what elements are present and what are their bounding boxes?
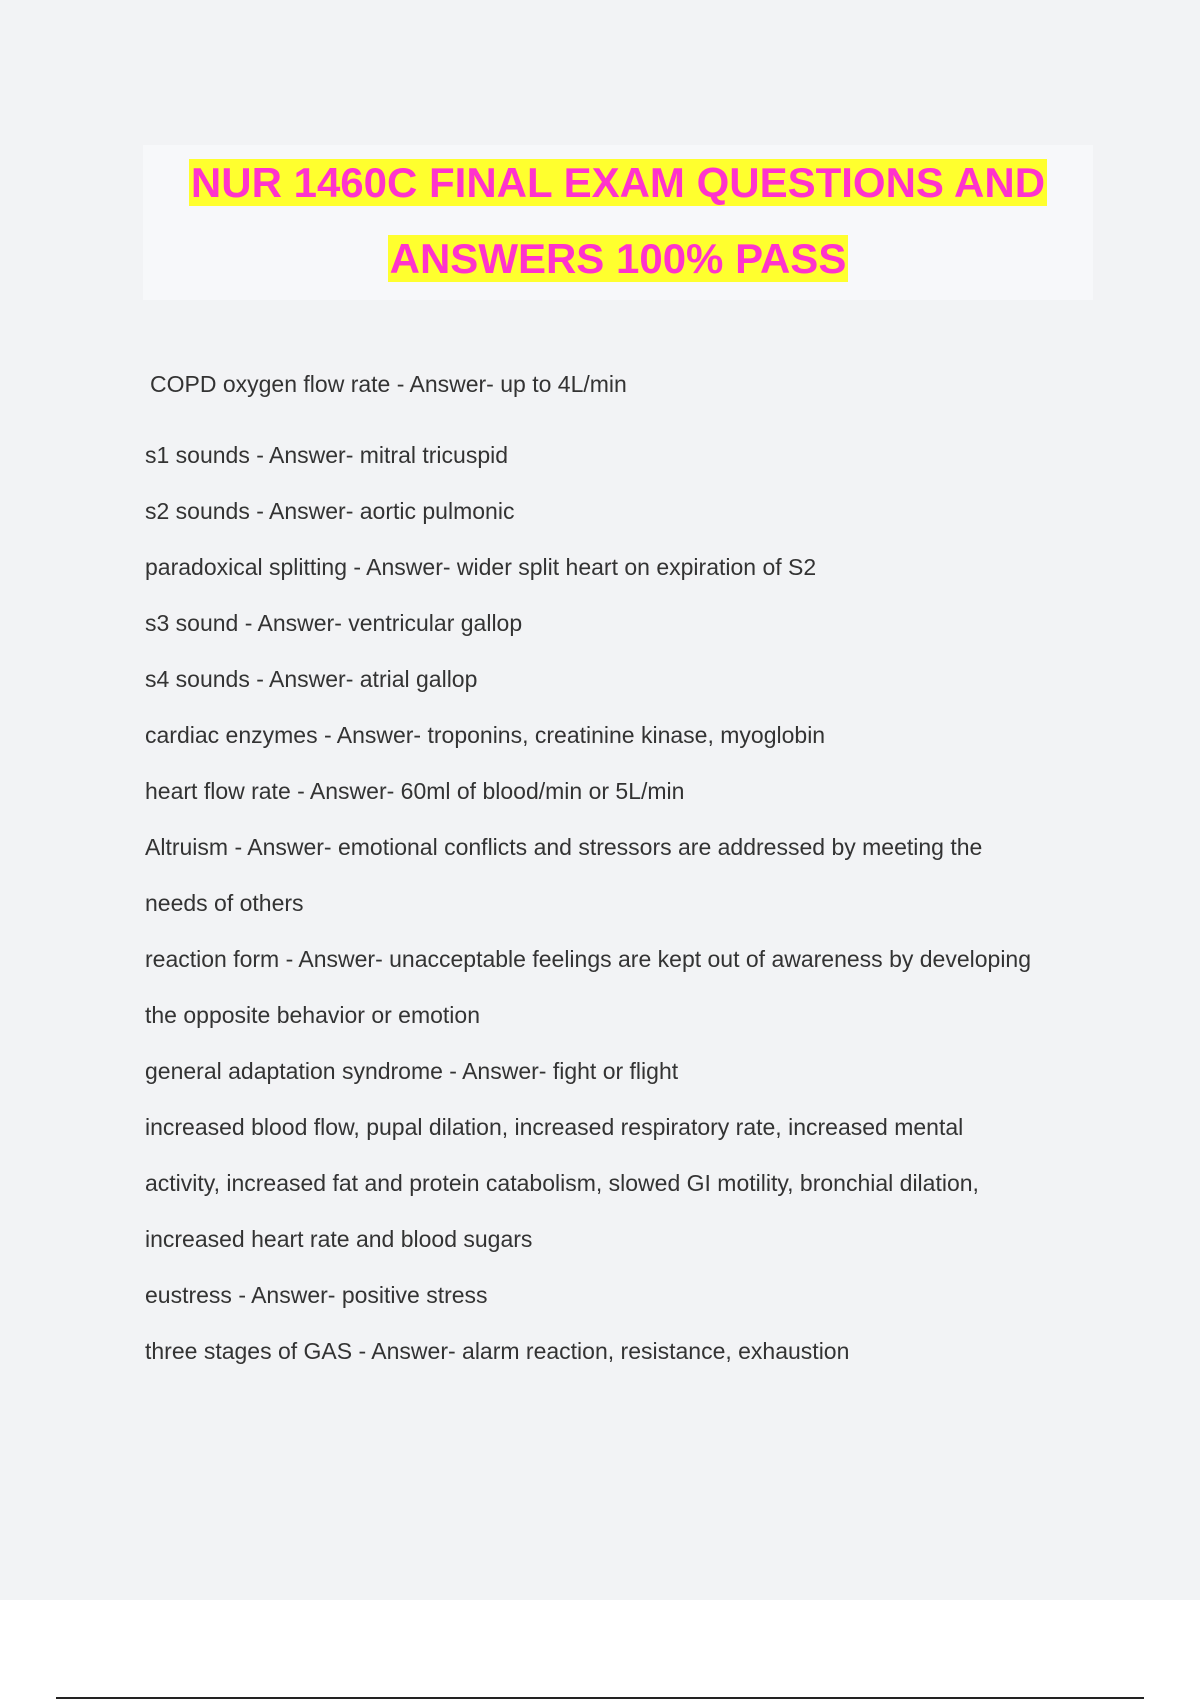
qa-line: reaction form - Answer- unacceptable feelings are kept out of awareness by developing bbox=[145, 946, 1032, 972]
qa-line: needs of others bbox=[145, 890, 304, 916]
title-line-2-text: ANSWERS 100% PASS bbox=[389, 235, 847, 282]
footer-divider bbox=[56, 1697, 1144, 1699]
qa-line: the opposite behavior or emotion bbox=[145, 1002, 480, 1028]
qa-line: increased heart rate and blood sugars bbox=[145, 1226, 533, 1252]
qa-line: increased blood flow, pupal dilation, increased respiratory rate, increased mental bbox=[145, 1114, 964, 1140]
qa-list bbox=[145, 363, 1095, 1386]
qa-line: eustress - Answer- positive stress bbox=[145, 1282, 488, 1308]
qa-line: three stages of GAS - Answer- alarm reaction, resistance, exhaustion bbox=[145, 1338, 850, 1364]
title-line-2 bbox=[143, 221, 1093, 297]
qa-line: paradoxical splitting - Answer- wider split heart on expiration of S2 bbox=[145, 554, 817, 580]
qa-line: cardiac enzymes - Answer- troponins, creatinine kinase, myoglobin bbox=[145, 722, 826, 748]
title-line-1 bbox=[143, 145, 1093, 221]
page-title bbox=[143, 145, 1093, 300]
qa-line: s2 sounds - Answer- aortic pulmonic bbox=[145, 498, 515, 524]
qa-line: s1 sounds - Answer- mitral tricuspid bbox=[145, 442, 509, 468]
qa-line: activity, increased fat and protein catabolism, slowed GI motility, bronchial dilation, bbox=[145, 1170, 979, 1196]
qa-line: heart flow rate - Answer- 60ml of blood/min or 5L/min bbox=[145, 778, 685, 804]
qa-line: s4 sounds - Answer- atrial gallop bbox=[145, 666, 478, 692]
qa-line: COPD oxygen flow rate - Answer- up to 4L/min bbox=[150, 371, 627, 397]
qa-line: general adaptation syndrome - Answer- fight or flight bbox=[145, 1058, 679, 1084]
qa-line: s3 sound - Answer- ventricular gallop bbox=[145, 610, 523, 636]
title-line-1-text: NUR 1460C FINAL EXAM QUESTIONS AND bbox=[190, 159, 1046, 206]
qa-line: Altruism - Answer- emotional conflicts and stressors are addressed by meeting the bbox=[145, 834, 983, 860]
